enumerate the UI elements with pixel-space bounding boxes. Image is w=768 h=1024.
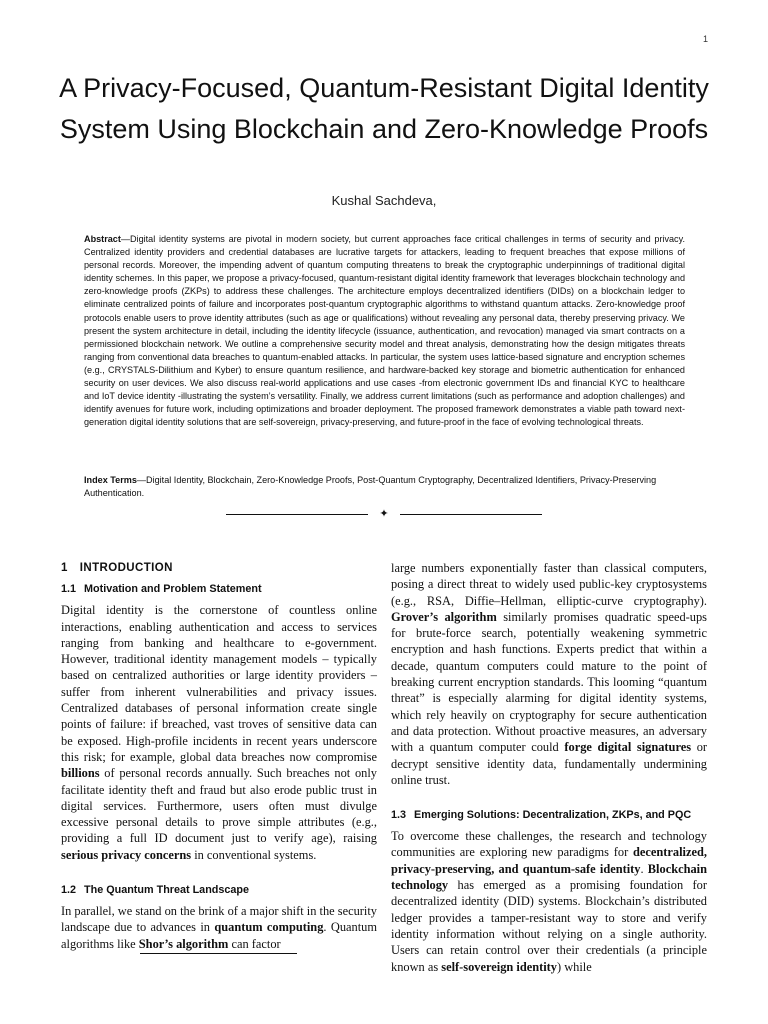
index-terms	[84, 474, 685, 500]
text-run: .	[640, 861, 648, 876]
index-terms-text: —Digital Identity, Blockchain, Zero-Knowledge Proofs, Post-Quantum Cryptography, Decentralized Identifiers, Privacy-Preserving Authentication.	[84, 475, 657, 499]
section-title-initial: I	[79, 562, 84, 574]
subsection-heading-1-2	[61, 883, 377, 897]
subsection-title: Emerging Solutions: Decentralization, ZKPs, and PQC	[414, 809, 692, 822]
bold-run: forge digital signatures	[564, 740, 692, 755]
text-run: of personal records annually. Such breaches not only facilitate identity theft and fraud but also erode public trust in digital services. Furthermore, users often must divulge excessive personal details to prove simple attributes (e.g., providing a full ID document just to verify age), raising	[61, 766, 377, 846]
text-run: In parallel, we stand on the brink of a major shift in the security landscape due to advances in	[61, 904, 377, 935]
text-run: Digital identity is the cornerstone of countless online interactions, enabling authentication and access to services ranging from banking and healthcare to e-government. However, traditional identity management models – typically based on centralized authorities or large identity providers – suffer from inherent vulnerabilities and privacy issues. Centralized databases of personal information create single points of failure: if breached, vast troves of sensitive data can be exposed. High-profile incidents in recent years underscore this risk; for example, global data breaches now compromise	[61, 603, 377, 764]
right-column	[391, 560, 707, 975]
left-column	[61, 560, 377, 952]
paper-title: A Privacy-Focused, Quantum-Resistant Digital Identity System Using Blockchain and Zero-Knowledge Proofs	[59, 73, 709, 144]
index-terms-label: Index Terms	[84, 475, 137, 485]
abstract	[84, 233, 685, 429]
subsection-title: The Quantum Threat Landscape	[84, 884, 249, 897]
author-line: Kushal Sachdeva,	[331, 193, 437, 208]
text-run: . Quantum algorithms like	[61, 920, 377, 951]
subsection-number: 1.3	[391, 809, 407, 822]
subsection-number: 1.1	[61, 583, 77, 596]
bold-run: self-sovereign identity	[441, 959, 557, 974]
abstract-label: Abstract	[84, 234, 121, 244]
footnote-rule	[140, 953, 297, 954]
page-number: 1	[702, 34, 708, 44]
text-run: can factor	[228, 936, 281, 951]
section-heading-introduction	[61, 560, 377, 576]
subsection-heading-1-1	[61, 582, 377, 596]
bold-run: Blockchain technology	[391, 861, 708, 893]
paragraph-emerging-solutions	[391, 828, 707, 975]
text-run: has emerged as a promising foundation for decentralized identity (DID) systems. Blockchain’s distributed ledger provides a tamper-resistant way to store and verify identity information without relying on a single authority. Users can retain control over their credentials (a principle known as	[391, 878, 707, 974]
subsection-number: 1.2	[61, 884, 77, 897]
text-run: similarly promises quadratic speed-ups for brute-force search, potentially weakening symmetric encryption and hash functions. Experts predict that within a decade, quantum computers could mature to the point of breaking current encryption standards. This looming “quantum threat” is especially alarming for digital identity systems, which rely heavily on cryptography for secure authentication and data protection. Without proactive measures, an adversary with a quantum computer could	[391, 609, 707, 755]
divider-line-right	[400, 514, 542, 515]
bold-run: serious privacy concerns	[61, 847, 192, 862]
paragraph-quantum-threat-start	[61, 903, 377, 952]
divider-line-left	[226, 514, 368, 515]
abstract-text: —Digital identity systems are pivotal in modern society, but current approaches face critical challenges in terms of security and privacy. Centralized identity providers and credential databases are lucrative targets for attackers, leading to frequent breaches that expose millions of personal records. Moreover, the impending advent of quantum computing threatens to break the cryptographic underpinnings of traditional digital identity schemes. In this paper, we propose a privacy-focused, quantum-resistant digital identity framework that leverages blockchain technology and zero-knowledge proofs (ZKPs) to address these challenges. The architecture employs decentralized identifiers (DIDs) on a blockchain ledger to eliminate centralized points of failure and incorporates post-quantum cryptographic algorithms to withstand quantum attacks. Zero-knowledge proof protocols enable users to prove identity attributes (such as age or qualifications) without revealing any personal data, thereby preserving privacy. We present the system architecture in detail, including the identity lifecycle (issuance, authentication, and revocation) managed via smart contracts on a permissioned blockchain network. We outline a comprehensive security model and threat analysis, demonstrating how the design mitigates threats ranging from conventional data breaches to quantum-enabled attacks. In particular, the system uses lattice-based signature and encryption schemes (e.g., CRYSTALS-Dilithium and Kyber) to ensure quantum resilience, and hardware-backed key storage and biometric authentication for enhanced security on user devices. We also discuss real-world applications and use cases -from electronic government IDs and financial KYC to healthcare and IoT device identity -illustrating the system’s versatility. Finally, we address current limitations (such as performance and adoption challenges) and identify avenues for future work, including optimizations and broader deployment. The proposed framework demonstrates a viable path toward next-generation digital identity solutions that are self-sovereign, privacy-preserving, and future-proof in the face of evolving technological threats.	[84, 234, 685, 428]
bold-run: billions	[61, 766, 100, 781]
paragraph-quantum-threat-continued	[391, 560, 707, 788]
section-number: 1	[61, 562, 68, 574]
text-run: in conventional systems.	[191, 847, 317, 862]
text-run: To overcome these challenges, the research and technology communities are exploring new paradigms for	[391, 829, 707, 860]
section-divider	[226, 508, 542, 522]
subsection-heading-1-3	[391, 808, 707, 822]
text-run: ) while	[557, 959, 592, 974]
subsection-title: Motivation and Problem Statement	[84, 583, 262, 596]
bold-run: decentralized, privacy-preserving, and quantum-safe identity	[391, 845, 707, 876]
section-title-rest: NTRODUCTION	[83, 562, 173, 574]
bold-run: Grover’s algorithm	[391, 609, 497, 624]
bold-run: quantum computing	[214, 920, 324, 935]
bold-run: Shor’s algorithm	[138, 936, 229, 951]
divider-diamond-icon: ✦	[379, 507, 389, 520]
text-run: large numbers exponentially faster than classical computers, posing a direct threat to widely used public-key cryptosystems (e.g., RSA, Diffie–Hellman, elliptic-curve cryptography).	[391, 561, 707, 608]
paragraph-motivation	[61, 602, 377, 863]
text-run: or decrypt sensitive identity data, fundamentally undermining online trust.	[391, 740, 708, 787]
